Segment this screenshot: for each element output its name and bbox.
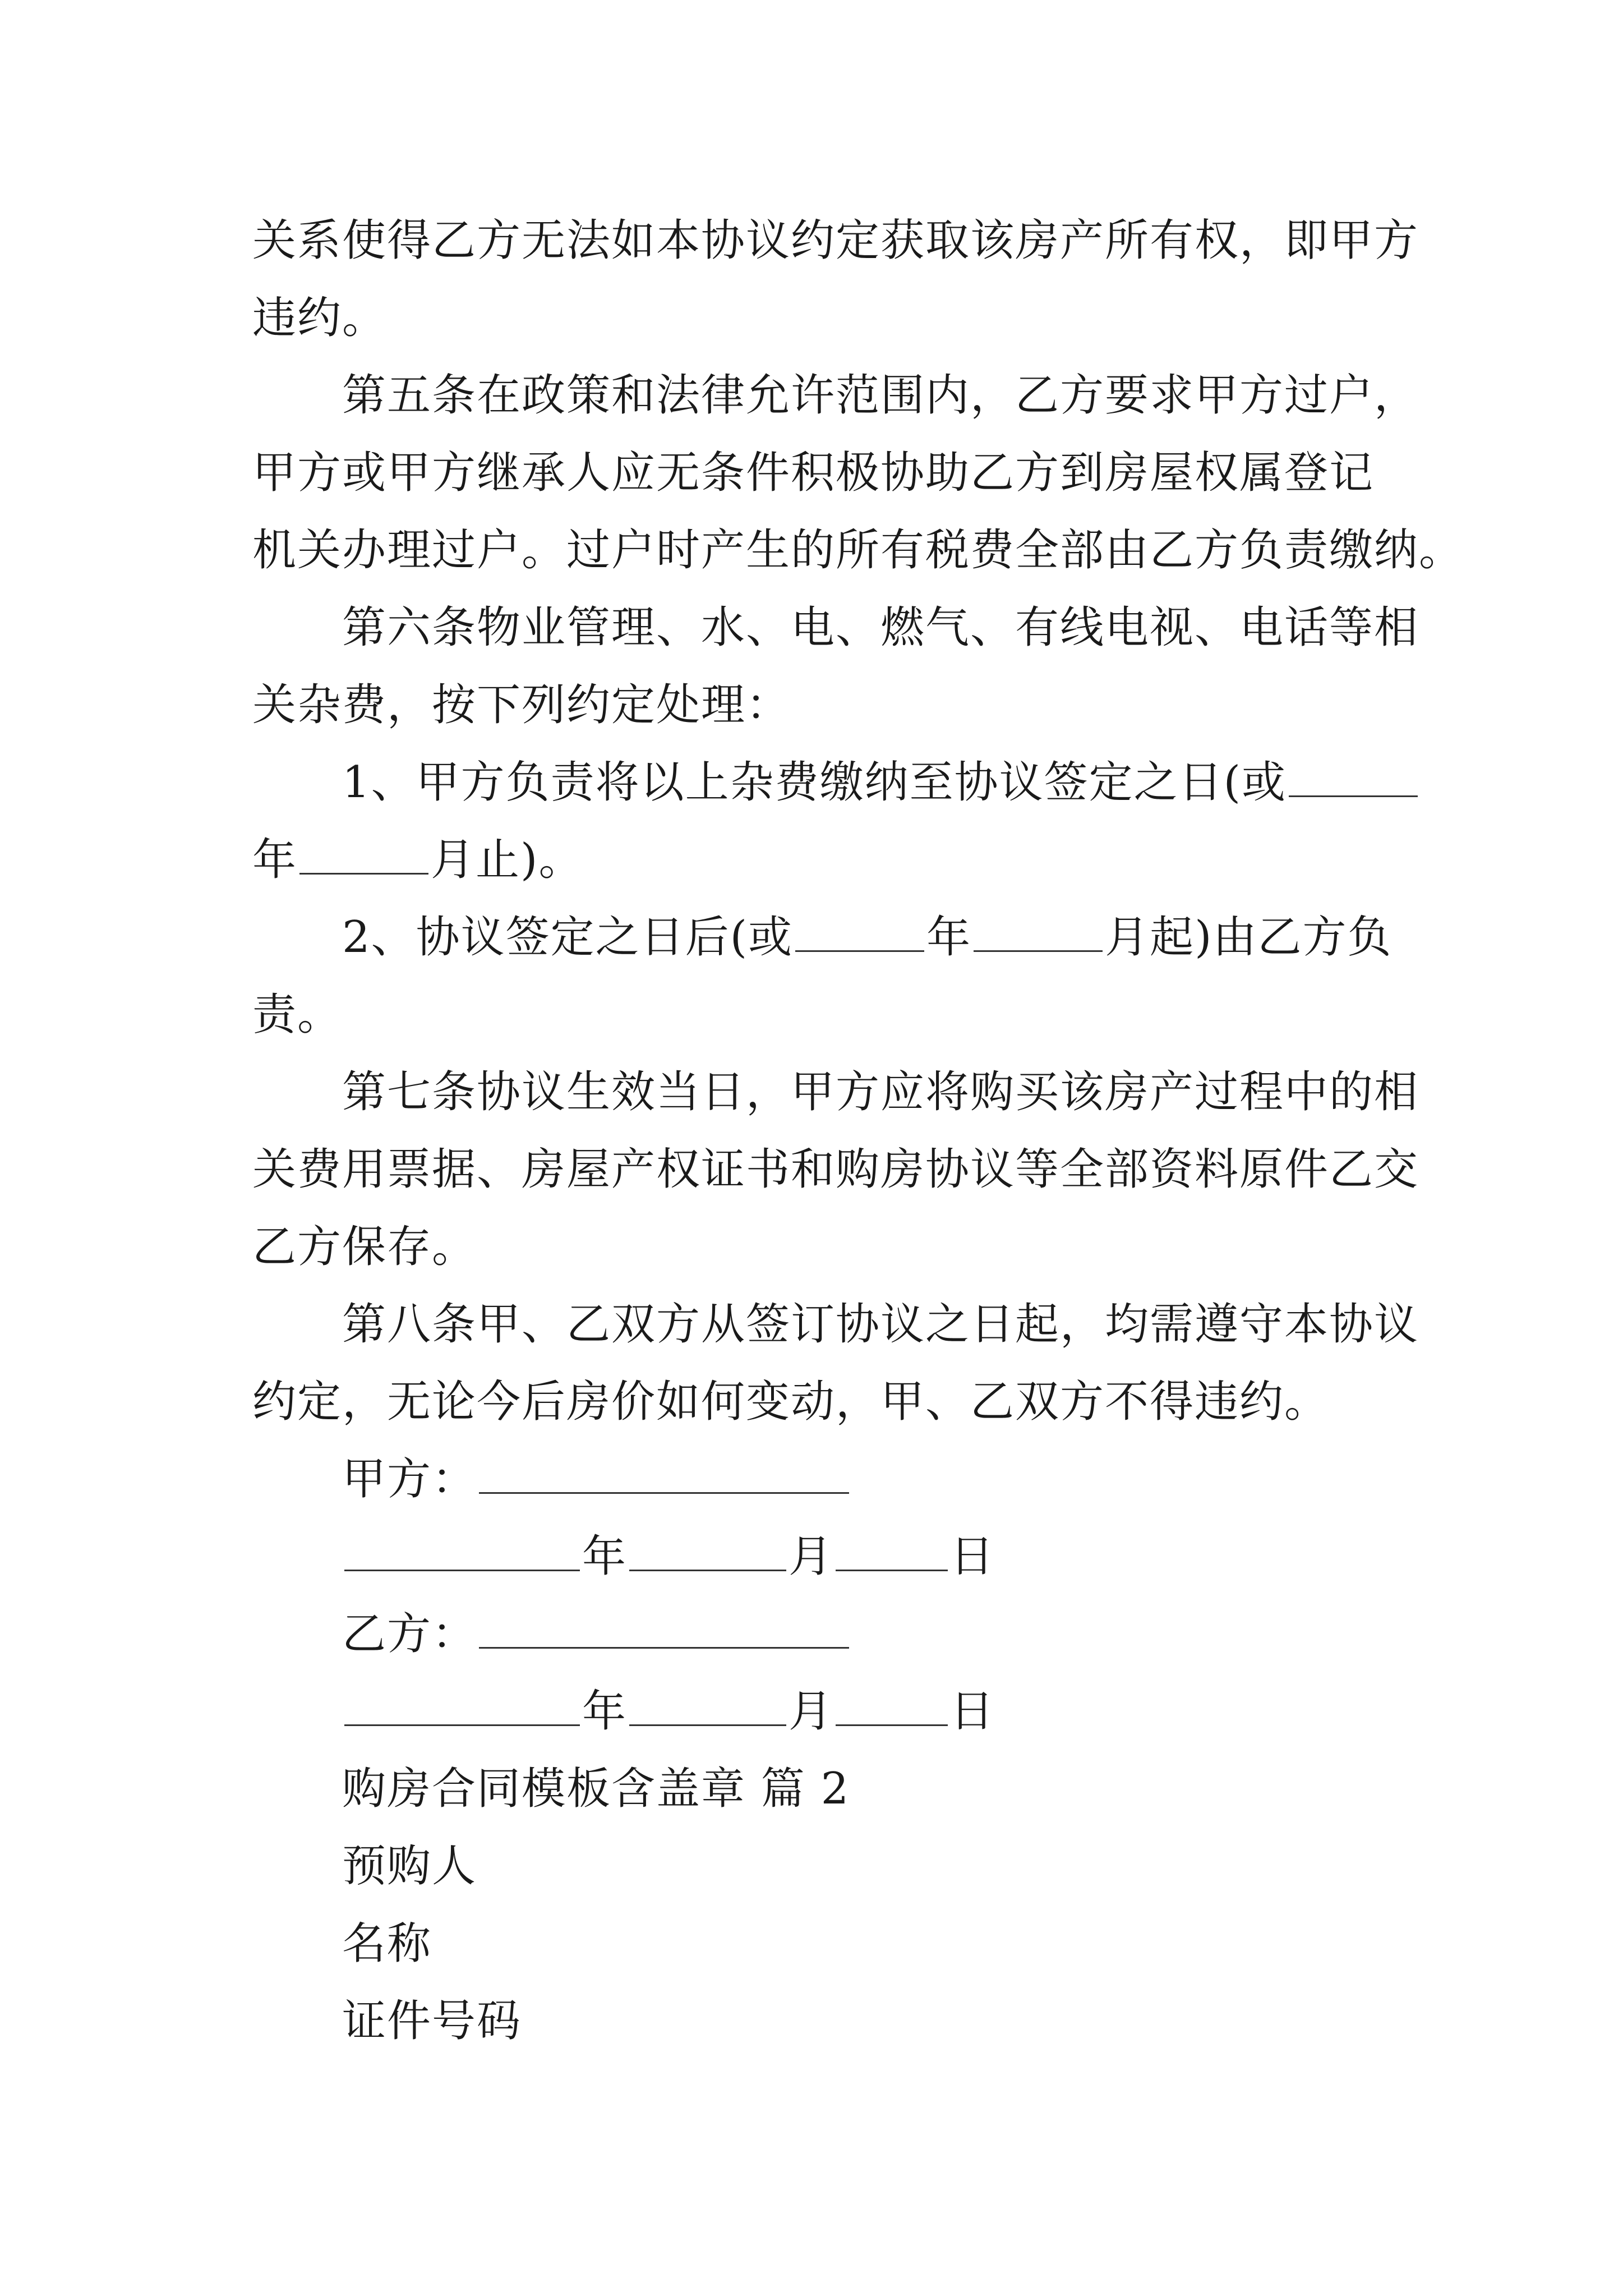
year-label: 年 — [252, 835, 298, 885]
party-b-label: 乙方： — [342, 1609, 477, 1659]
article-8-line: 第八条甲、乙双方从签订协议之日起，均需遵守本协议 — [342, 1299, 1419, 1350]
paragraph-line: 乙方保存。 — [252, 1222, 477, 1272]
blank-field — [795, 915, 924, 952]
clause-1-end: 月止)。 — [431, 835, 584, 885]
year-label: 年 — [582, 1686, 628, 1737]
year-label: 年 — [926, 912, 972, 963]
paragraph-line: 机关办理过户。过户时产生的所有税费全部由乙方负责缴纳。 — [252, 525, 1464, 576]
month-label: 月 — [789, 1531, 834, 1582]
month-label: 月 — [789, 1686, 834, 1737]
clause-1-line — [252, 744, 1391, 821]
paragraph-line: 约定，无论今后房价如何变动，甲、乙双方不得违约。 — [252, 1377, 1330, 1427]
paragraph-line: 责。 — [252, 990, 343, 1040]
year-label: 年 — [582, 1531, 628, 1582]
day-label: 日 — [950, 1686, 995, 1737]
document-page — [252, 202, 1464, 2060]
section-2-title: 购房合同模板含盖章 篇 2 — [342, 1764, 850, 1814]
party-b-month-field[interactable] — [629, 1690, 786, 1726]
party-b-date — [252, 1673, 1391, 1750]
paragraph-line: 关杂费，按下列约定处理： — [252, 680, 791, 730]
section-2-item: 名称 — [342, 1918, 432, 1969]
paragraph-line: 违约。 — [252, 293, 388, 343]
section-2-item: 证件号码 — [342, 1996, 522, 2046]
party-a-date — [252, 1518, 1391, 1595]
blank-field — [974, 915, 1103, 952]
party-b-day-field[interactable] — [836, 1690, 948, 1726]
blank-field — [1289, 761, 1418, 797]
article-7-line: 第七条协议生效当日，甲方应将购买该房产过程中的相 — [342, 1067, 1419, 1117]
clause-1-continued — [252, 821, 1391, 899]
paragraph-line: 关费用票据、房屋产权证书和购房协议等全部资料原件乙交 — [252, 1144, 1419, 1195]
party-a-day-field[interactable] — [836, 1535, 948, 1571]
party-a-signature-field[interactable] — [479, 1457, 849, 1494]
clause-1-text: 1、甲方负责将以上杂费缴纳至协议签定之日(或 — [342, 757, 1287, 808]
party-b-signature-field[interactable] — [479, 1612, 849, 1649]
paragraph-line: 关系使得乙方无法如本协议约定获取该房产所有权，即甲方 — [252, 215, 1419, 266]
article-5-line: 第五条在政策和法律允许范围内，乙方要求甲方过户， — [342, 370, 1419, 421]
section-2-item: 预购人 — [342, 1841, 477, 1892]
blank-field — [299, 838, 428, 875]
party-a-signature — [252, 1441, 1391, 1518]
party-a-month-field[interactable] — [629, 1535, 786, 1571]
day-label: 日 — [950, 1531, 995, 1582]
party-a-label: 甲方： — [342, 1454, 477, 1504]
party-b-year-field[interactable] — [344, 1690, 580, 1726]
paragraph-line: 甲方或甲方继承人应无条件积极协助乙方到房屋权属登记 — [252, 448, 1375, 498]
party-b-signature — [252, 1595, 1391, 1673]
article-6-line: 第六条物业管理、水、电、燃气、有线电视、电话等相 — [342, 602, 1419, 653]
clause-2-line — [252, 899, 1391, 976]
party-a-year-field[interactable] — [344, 1535, 580, 1571]
clause-2-text: 2、协议签定之日后(或 — [342, 912, 794, 963]
clause-2-end: 月起)由乙方负 — [1105, 912, 1393, 963]
